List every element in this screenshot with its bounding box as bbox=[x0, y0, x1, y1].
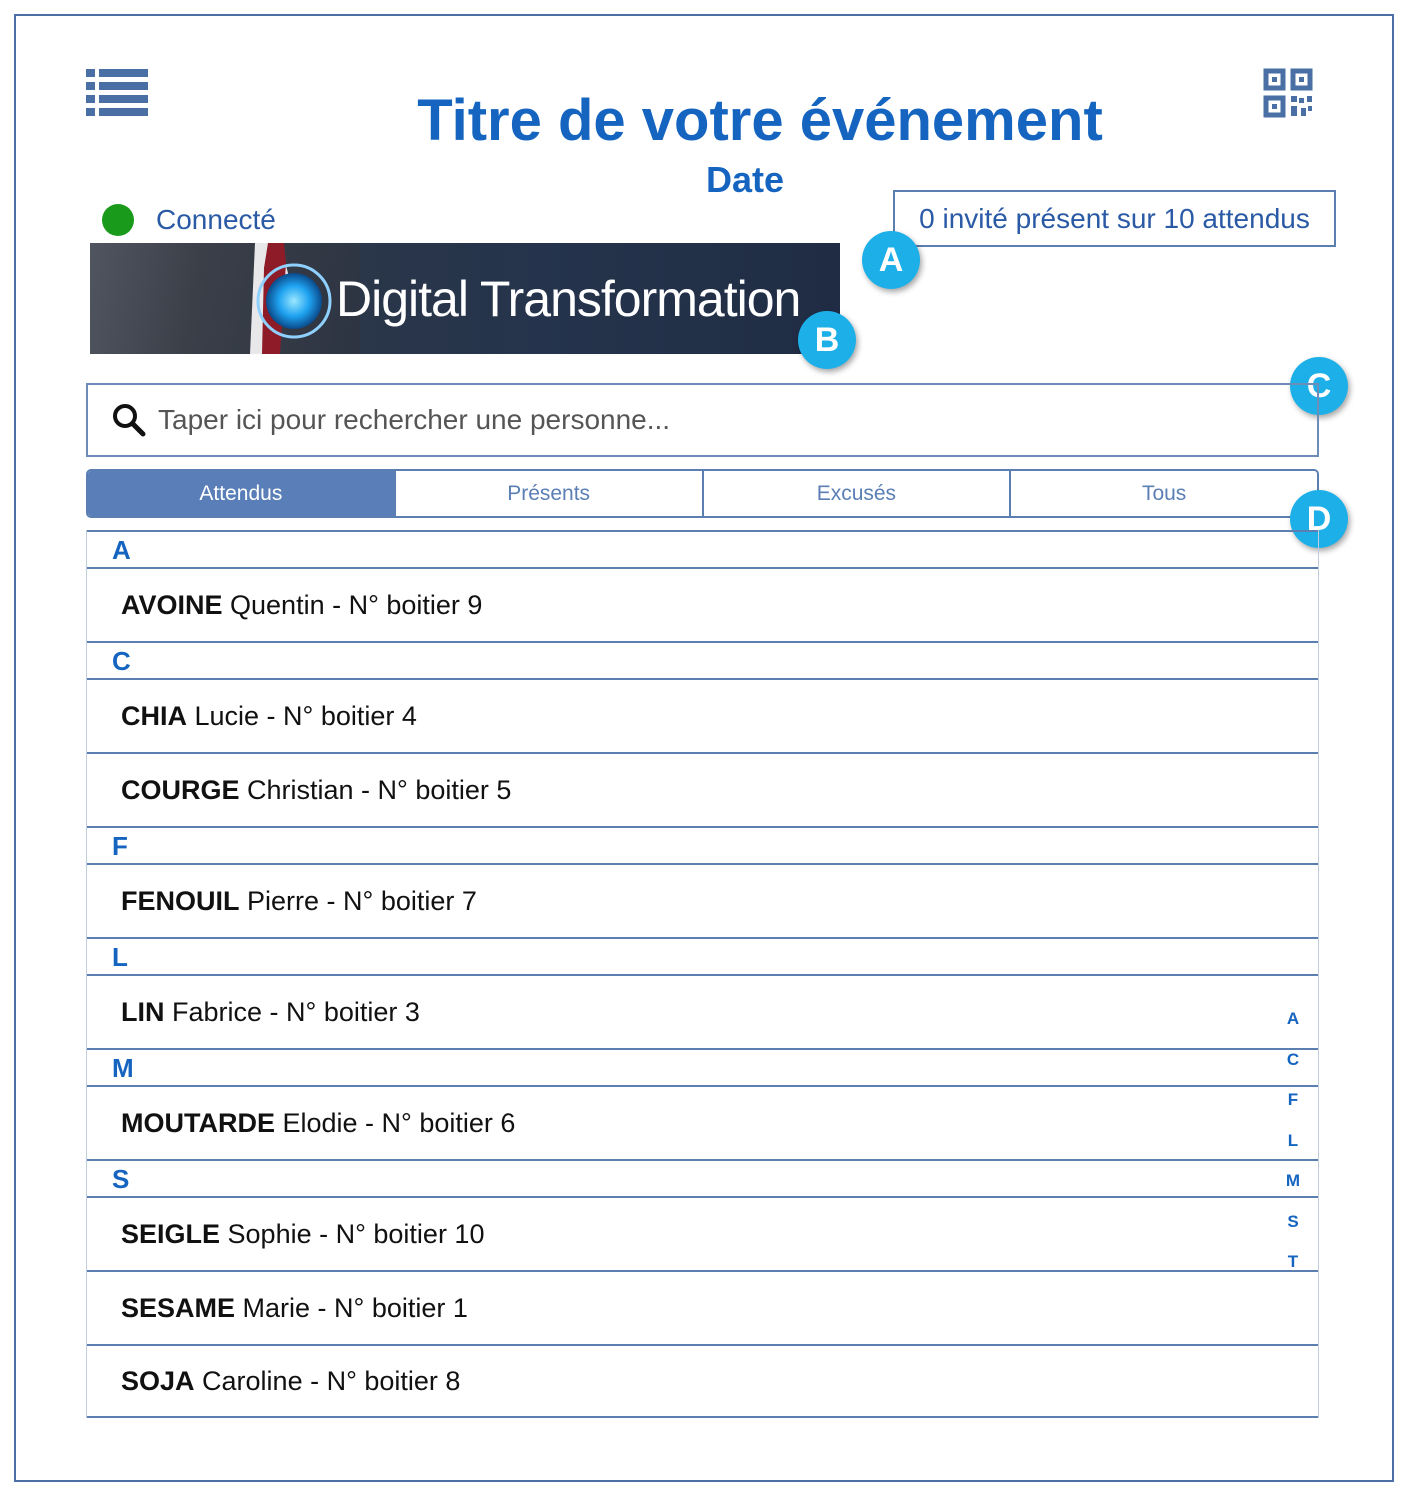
index-letter-t[interactable]: T bbox=[1287, 1252, 1299, 1271]
event-title: Titre de votre événement bbox=[417, 88, 1103, 153]
index-letter-f[interactable]: F bbox=[1287, 1090, 1299, 1109]
callout-badge-c: C bbox=[1290, 357, 1348, 415]
filter-tabs bbox=[86, 469, 1319, 518]
index-letter-c[interactable]: C bbox=[1286, 1049, 1300, 1069]
event-date: Date bbox=[705, 159, 785, 200]
guest-details: Fabrice - N° boitier 3 bbox=[164, 996, 420, 1027]
list-item[interactable] bbox=[87, 1085, 1318, 1159]
tab-tous[interactable]: Tous bbox=[1009, 471, 1317, 516]
guest-details: Sophie - N° boitier 10 bbox=[220, 1218, 485, 1249]
index-letter-m[interactable]: M bbox=[1285, 1171, 1301, 1190]
tab-attendus[interactable]: Attendus bbox=[88, 471, 394, 516]
connection-status bbox=[102, 200, 276, 240]
touch-glow-icon bbox=[254, 261, 334, 341]
last-name: COURGE bbox=[121, 774, 240, 805]
status-dot-icon bbox=[102, 204, 134, 236]
guest-list bbox=[86, 530, 1319, 1418]
guest-details: Pierre - N° boitier 7 bbox=[239, 885, 477, 916]
list-item[interactable] bbox=[87, 1344, 1318, 1418]
list-item[interactable] bbox=[87, 1196, 1318, 1270]
search-icon bbox=[112, 403, 146, 437]
attendance-counter: 0 invité présent sur 10 attendus bbox=[893, 190, 1336, 247]
section-header-c: C bbox=[87, 641, 1318, 678]
list-item[interactable] bbox=[87, 863, 1318, 937]
section-header-l: L bbox=[87, 937, 1318, 974]
section-header-m: M bbox=[87, 1048, 1318, 1085]
section-header-s: S bbox=[87, 1159, 1318, 1196]
index-letter-a[interactable]: A bbox=[1286, 1009, 1300, 1028]
callout-badge-a: A bbox=[862, 231, 920, 289]
alphabet-index bbox=[1276, 1005, 1310, 1289]
list-item[interactable] bbox=[87, 567, 1318, 641]
list-item[interactable] bbox=[87, 752, 1318, 826]
banner-text: Digital Transformation bbox=[336, 271, 801, 327]
section-header-f: F bbox=[87, 826, 1318, 863]
list-item[interactable] bbox=[87, 1270, 1318, 1344]
status-label: Connecté bbox=[156, 204, 276, 235]
index-letter-l[interactable]: L bbox=[1287, 1130, 1299, 1150]
callout-badge-b: B bbox=[798, 311, 856, 369]
last-name: LIN bbox=[121, 996, 165, 1027]
list-item[interactable] bbox=[87, 974, 1318, 1048]
guest-details: Elodie - N° boitier 6 bbox=[274, 1107, 516, 1138]
list-icon[interactable] bbox=[86, 68, 148, 118]
search-bar[interactable] bbox=[86, 383, 1319, 457]
callout-badge-d: D bbox=[1290, 490, 1348, 548]
last-name: SOJA bbox=[121, 1365, 195, 1396]
last-name: FENOUIL bbox=[121, 885, 240, 916]
guest-details: Caroline - N° boitier 8 bbox=[194, 1365, 461, 1396]
list-item[interactable] bbox=[87, 678, 1318, 752]
last-name: AVOINE bbox=[121, 589, 223, 620]
event-banner bbox=[90, 243, 840, 354]
guest-details: Marie - N° boitier 1 bbox=[235, 1292, 468, 1323]
last-name: MOUTARDE bbox=[121, 1107, 275, 1138]
tab-presents[interactable]: Présents bbox=[394, 471, 702, 516]
guest-details: Christian - N° boitier 5 bbox=[239, 774, 512, 805]
index-letter-s[interactable]: S bbox=[1287, 1211, 1299, 1231]
search-input[interactable] bbox=[156, 403, 1260, 437]
last-name: CHIA bbox=[121, 700, 187, 731]
qr-code-icon[interactable] bbox=[1263, 68, 1313, 118]
guest-details: Lucie - N° boitier 4 bbox=[187, 700, 417, 731]
last-name: SESAME bbox=[121, 1292, 236, 1323]
last-name: SEIGLE bbox=[121, 1218, 221, 1249]
tab-excuses[interactable]: Excusés bbox=[702, 471, 1010, 516]
guest-details: Quentin - N° boitier 9 bbox=[222, 589, 483, 620]
section-header-a: A bbox=[87, 530, 1318, 567]
